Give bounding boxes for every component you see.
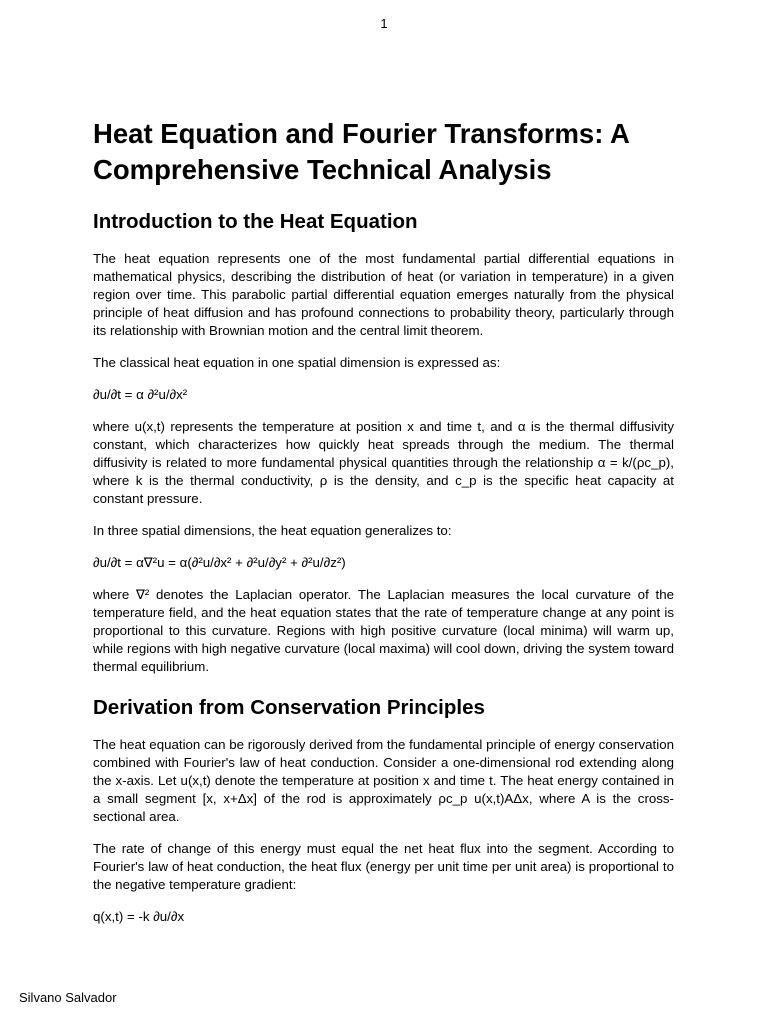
document-title: Heat Equation and Fourier Transforms: A Comprehensive Technical Analysis <box>93 118 629 185</box>
document-body <box>93 116 674 940</box>
paragraph-classical-equation-lead: The classical heat equation in one spatial dimension is expressed as: <box>93 355 501 370</box>
paragraph-laplacian: where ∇² denotes the Laplacian operator. The Laplacian measures the local curvature of the temperature field, and the heat equation states that the rate of temperature change at any point is proportional to this curvature. Regions with high positive curvature (local minima) will warm up, while regions with high negative curvature (local maxima) will cool down, driving the system toward thermal equilibrium. <box>93 587 674 674</box>
formula-1d-heat-equation: ∂u/∂t = α ∂²u/∂x² <box>93 387 188 402</box>
paragraph-intro: The heat equation represents one of the most fundamental partial differential equations in mathematical physics, describing the distribution of heat (or variation in temperature) in a given region over time. This parabolic partial differential equation emerges naturally from the physical principle of heat diffusion and has profound connections to probability theory, particularly through its relationship with Brownian motion and the central limit theorem. <box>93 251 674 338</box>
formula-fourier-law: q(x,t) = -k ∂u/∂x <box>93 909 185 924</box>
paragraph-heat-flux: The rate of change of this energy must equal the net heat flux into the segment. According to Fourier's law of heat conduction, the heat flux (energy per unit time per unit area) is proportional to the negative temperature gradient: <box>93 841 674 892</box>
formula-3d-heat-equation: ∂u/∂t = α∇²u = α(∂²u/∂x² + ∂²u/∂y² + ∂²u/∂z²) <box>93 555 346 570</box>
paragraph-3d-lead: In three spatial dimensions, the heat equation generalizes to: <box>93 523 452 538</box>
footer-author: Silvano Salvador <box>19 990 117 1005</box>
page-number: 1 <box>380 16 388 31</box>
section-heading-introduction: Introduction to the Heat Equation <box>93 210 418 233</box>
section-heading-derivation: Derivation from Conservation Principles <box>93 696 485 719</box>
paragraph-thermal-diffusivity: where u(x,t) represents the temperature at position x and time t, and α is the thermal diffusivity constant, which characterizes how quickly heat spreads through the medium. The thermal diffusivity is related to more fundamental physical quantities through the relationship α = k/(ρc_p), where k is the thermal conductivity, ρ is the density, and c_p is the specific heat capacity at constant pressure. <box>93 419 674 506</box>
paragraph-derivation: The heat equation can be rigorously derived from the fundamental principle of energy conservation combined with Fourier's law of heat conduction. Consider a one-dimensional rod extending along the x-axis. Let u(x,t) denote the temperature at position x and time t. The heat energy contained in a small segment [x, x+Δx] of the rod is approximately ρc_p u(x,t)AΔx, where A is the cross-sectional area. <box>93 737 674 824</box>
